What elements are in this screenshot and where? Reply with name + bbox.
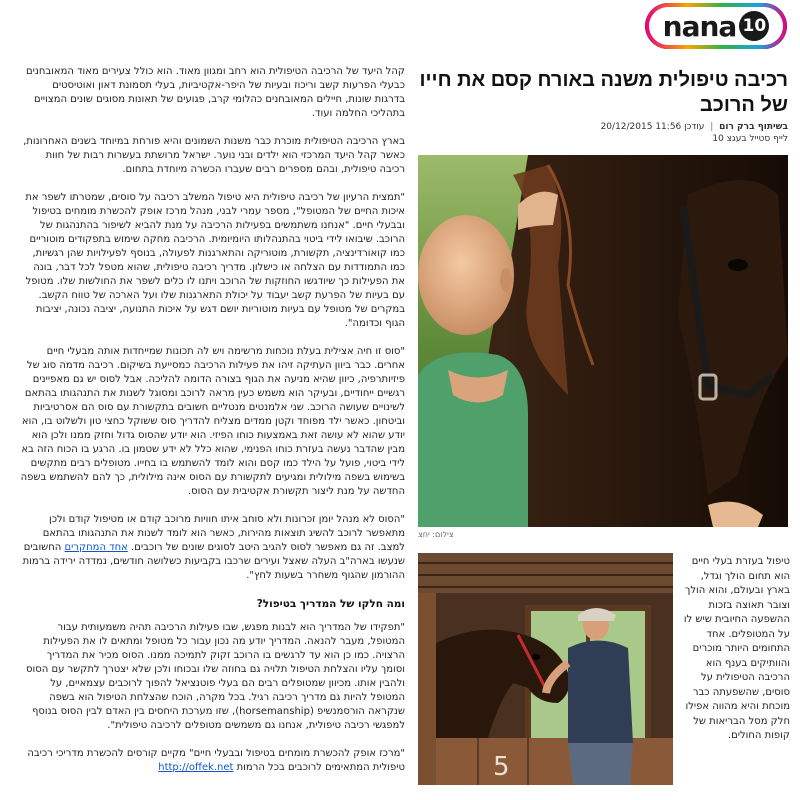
article-paragraph: קהל היעד של הרכיבה הטיפולית הוא רחב ומגוון מאוד. הוא כולל צעירים מאוד המאובחנים כבעלי הפרעות קשב וריכוז ובעיות של היפר-אקטיביות, בעלי תסמונת דאון ואוטיסטים בדרגות שונות, חיילים המאובחנים כהלומי קרב, פגועים של תאונות מסוגים שונים המצויים בתהליכי החלמה ועוד. bbox=[25, 66, 405, 119]
logo-text: nana bbox=[662, 9, 737, 43]
instructor-pants bbox=[568, 743, 633, 785]
article-text: החשובים שנעשו בארה"ב העלה שאצל ועירים שרכבו בקביעות כשלושה חודשים, נמדדה ירידה ברמות ההורמון שהגוף משחרר בשעות לחץ". bbox=[22, 542, 405, 581]
article-paragraph: "תפקידו של המדריך הוא לבנות מפגש, שבו פעילות הרכיבה תהיה משמעותית עבור המטופל, מעבר להנאה. המדריך יודע מה נכון עבור כל מטופל ומתאים לו את הפעילות הרצויה. כמו כן הוא עד לרגשים בו הרוכב זקוק לתמיכה ממנו. הסוס מכיר את המדריך וסומך עליו והצלחת הטיפול תלויה גם בחוזה שלו ובכוחו ולכן שלא יצטרך לתקשר עם הסוס ולהבין אותו. מכיוון שמטופלים רבים הם בעלי פוטנציאל להפוך לרוכבים עצמאיים, על המטופל להיות גם מדריך רכיבה רגיל. בכל מקרה, הוכח שהצלחת הטיפול הוא בשפה שנקראה הורסמנשיפ (horsemanship), שזו מערכת היחסים בין האדם לבין הסוס בנוסף למפגשי רכיבה טיפולית, אנחנו גם משמשים מטופלים לרכיבה טיפולית". bbox=[26, 622, 405, 731]
article-paragraph bbox=[20, 747, 405, 775]
byline-separator: | bbox=[710, 122, 714, 132]
main-photo bbox=[418, 155, 788, 527]
main-photo-caption: צילום: יחצ bbox=[418, 530, 454, 539]
byline-partner: לייף סטייל בעגצ 10 bbox=[712, 134, 788, 144]
nana10-logo[interactable] bbox=[645, 3, 787, 49]
logo-wordmark bbox=[649, 7, 783, 45]
article-paragraph: בארץ הרכיבה הטיפולית מוכרת כבר משנות השמונים והיא פורחת במיוחד בשנים האחרונות, כאשר קהל היעד המרכזי הוא ילדים ובני נוער. ישראל מרושתת בעשרות רבות של חוות רכיבה טיפולית, ובהם מספרים רבים שעברו הכשרה מיוחדת בתחום. bbox=[23, 136, 405, 175]
article-body bbox=[20, 65, 405, 789]
article-text: "מרכז אופק להכשרת מומחים בטיפול ובבעלי חיים" מקיים קורסים להכשרת מדריכי רכיבה טיפולית המתאימים לרוכבים בכל הרמות bbox=[27, 748, 405, 773]
svg-text:5: 5 bbox=[493, 752, 510, 782]
byline-updated: עודכן 11:56 20/12/2015 bbox=[600, 122, 705, 132]
research-link[interactable]: אחד המחקרים bbox=[64, 542, 128, 553]
article-text: "הסוס לא מנהל יומן זכרונות ולא סוחב איתו חוויות מרוכב קודם או מטיפול קודם ולכן מתאפשר לרוכב להשיג תוצאות מהירות, כאשר הוא לומד לשנות את התנהגותו בהתאם למצב. זה גם מאפשר לסוס להגיב היטב לסוגים שונים של רוכבים. bbox=[42, 514, 405, 553]
man-head bbox=[418, 215, 514, 335]
article-headline: רכיבה טיפולית משנה באורח קסם את חייו של הרוכב bbox=[419, 69, 788, 116]
secondary-photo-illustration bbox=[418, 553, 673, 785]
logo-number: 10 bbox=[739, 11, 769, 41]
secondary-photo bbox=[418, 553, 673, 785]
article-byline bbox=[418, 121, 788, 145]
horse-eye bbox=[728, 259, 748, 271]
byline-author: בשיתוף ברק רום bbox=[719, 122, 788, 132]
article-paragraph: "תמצית הרעיון של רכיבה טיפולית היא טיפול המשלב רכיבה על סוסים, שמטרתו לשפר את איכות החיים של המטופל", מספר עמרי לבני, מנהל מרכז אופק להכשרת מומחים בטיפול ובבעלי חיים. "אנחנו משתמשים בפעילות הרכיבה על מנת להביא לשיפור בהתנהגות של הרוכב. שיבואו לידי ביטוי בהתנהלותו היומיומית. הרכיבה מחקה שימוש בתפקודים מוטוריים כמו קואורדינציה, תקשורת, מוטוריקה והתארגנות לפעולה, בנוסף לפעילויות שהן רגשיות, כמו התמודדות עם הצלחה או כישלון. מדריך רכיבה טיפולית, שהוא מטפל לכל דבר, בונה את הפעילות כך שיודגשו החוזקות של הרוכב ויתנו לו כלים לשפר את החולשות שלו. מטופל עם בעיות של הפרעת קשב יעבוד על יכולת התארגנות שלו ועל הארכה של טווח הקשב. במקרים של מטופל עם בעיות מוטוריות יושם דגש על איכות התנועה, יציבה נכונה, יציבות הגוף וכדומה". bbox=[25, 192, 405, 329]
article-paragraph: "סוס זו חיה אצילית בעלת נוכחות מרשימה ויש לה תכונות שמייחדות אותה מבעלי חיים אחרים. כבר ביוון העתיקה זיהו את פעילות הרכיבה כמסייעת בשיקום. רכיבה מדמה סוג של פיזיותרפיה, כיוון שהיא מניעה את הגוף בצורה הדומה להליכה. אבל לסוס יש גם מאפיינים רגשיים ייחודיים, ובעיקר הוא משמש כעין מראה לרוכב ומסוגל לשנות את התנהגותו בהתאם לשינויים שעושה הרוכב. שני אלמנטים מנטליים חשובים בתקשורת עם סוס הם אסרטיביות וביטחון. כאשר ילד מפוחד וקטן ממדים מצליח להדריך סוס ששוקל כחצי טון ולשלוט בו, הוא יודע שהוא לא עושה זאת באמצעות כוחו הפיזי. הוא יודע שהסוס גדול וחזק ממנו ולכן הוא מבין שהדבר נעשה בעזרת כוחו הפנימי, שהוא כלל לא ידע שטמון בו. הרגע בו הכוח הזה בא לידי ביטוי, פועל על הילד כמו קסם והוא לומד להשתמש בו בחייו. מטופלים רבים מתקשים בשימוש בשפה מילולית ומגיעים לתקשורת עם הסוס אינה מילולית, כך להם להשתמש בשפה החדשה על מנת ליצור תקשורת אקטיבית עם הסוס. bbox=[20, 346, 405, 497]
article-paragraph bbox=[20, 513, 405, 583]
main-photo-illustration bbox=[418, 155, 788, 527]
instructor-subheading: ומה חלקו של המדריך בטיפול? bbox=[256, 598, 405, 610]
offek-link[interactable]: http://offek.net bbox=[158, 762, 234, 773]
instructor-vest bbox=[568, 641, 633, 744]
article-intro-sidebar: טיפול בעזרת בעלי חיים הוא תחום הולך וגדל, בארץ ובעולם, והוא הולך וצובר תאוצה בזכות ההשפעה החיובית שיש לו על המטופלים. אחד התחומים היותר מוכרים והוותיקים בענף הוא הרכיבה הטיפולית על סוסים, שהשפעתה כבר מוכחת והיא מהווה אפילו חלק מסל הבריאות של קופות החולים. bbox=[683, 556, 790, 741]
man-ear bbox=[500, 268, 512, 292]
